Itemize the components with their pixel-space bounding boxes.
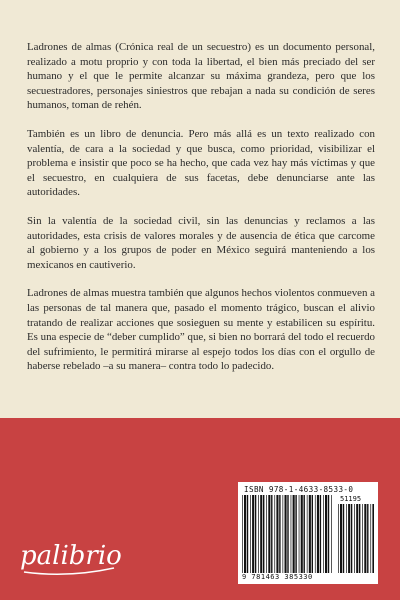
synopsis-paragraph-3: Sin la valentía de la sociedad civil, sin las denuncias y reclamos a las autoridades, esta crisis de valores morales y de ausencia de ética que carcome al gobierno y a los grupos de poder en México seguirá manteniendo a los mexicanos en cautiverio. [27,214,375,271]
barcode-addon-icon [338,504,374,573]
palibrio-logo-icon [18,528,128,584]
isbn-label: ISBN 978-1-4633-8533-0 [244,485,354,494]
synopsis [27,40,375,388]
barcode-icon [242,495,334,573]
synopsis-paragraph-1: Ladrones de almas (Crónica real de un secuestro) es un documento personal, realizado a motu proprio y con toda la libertad, el bien más preciado del ser humano y el que le permite alcanzar su máxima grandeza, pero que los secuestradores, personajes siniestros que rebajan a nada su condición de seres humanos, toman de rehén. [27,41,375,112]
barcode-number: 9 781463 385330 [242,573,313,581]
price-code: 51195 [340,495,362,503]
synopsis-paragraph-2: También es un libro de denuncia. Pero más allá es un texto realizado con valentía, de cara a la sociedad y que busca, como prioridad, visibilizar el problema e insistir que poco se ha hecho, que cada vez hay más víctimas y que el secuestro, en cualquiera de sus facetas, debe denunciarse ante las autoridades. [27,127,375,199]
synopsis-paragraph-4: Ladrones de almas muestra también que algunos hechos violentos conmueven a las personas de tal manera que, pasado el momento trágico, buscan el alivio tratando de realizar acciones que sosieguen su mente y estabilicen su espíritu. Es una especie de “deber cumplido” que, si bien no borrará del todo el recuerdo del sufrimiento, le permitirá mirarse al espejo todos los días con el orgullo de haberse rebelado –a su manera– contra todo lo padecido. [27,287,375,373]
barcode-block [238,482,378,584]
publisher-logo-text: palibrio [20,541,122,571]
